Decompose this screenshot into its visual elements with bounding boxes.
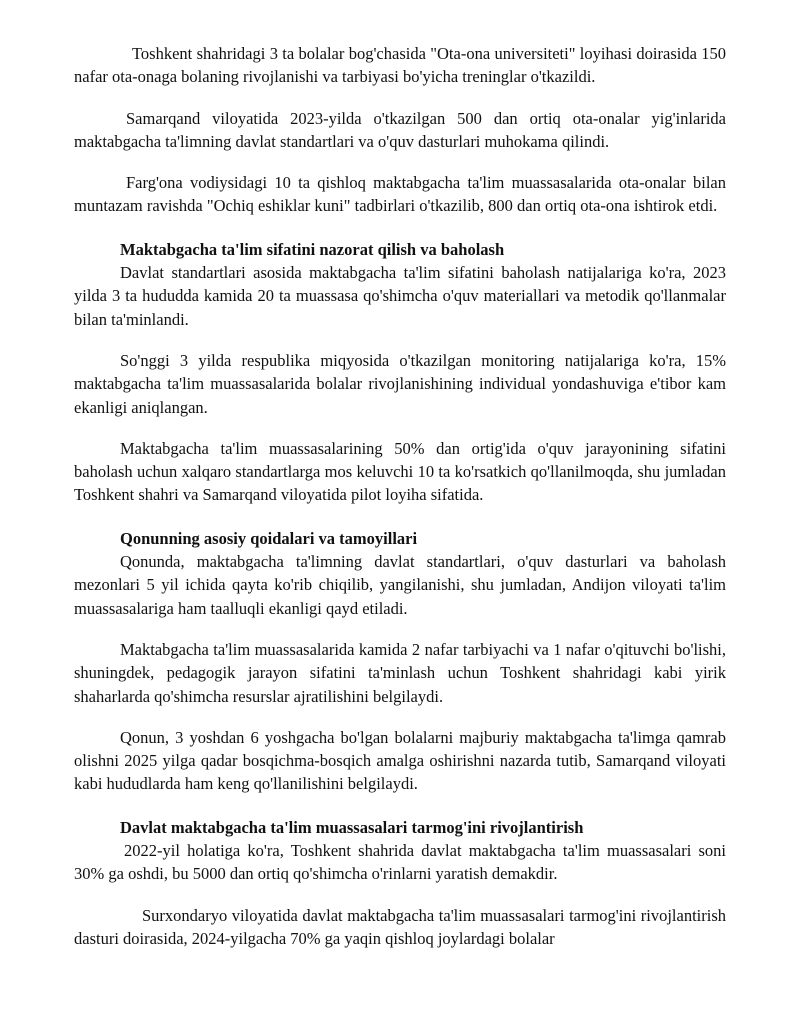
paragraph: Surxondaryo viloyatida davlat maktabgacha ta'lim muassasalari tarmog'ini rivojlantirish dasturi doirasida, 2024-yilgacha 70% ga yaqin qishloq joylardagi bolalar: [74, 905, 726, 948]
paragraph: Qonun, 3 yoshdan 6 yoshgacha bo'lgan bolalarni majburiy maktabgacha ta'limga qamrab olishni 2025 yilga qadar bosqichma-bosqich amalga oshirishni nazarda tutib, Samarqand viloyati kabi hududlarda ham keng qo'llanilishini belgilaydi.: [74, 727, 726, 794]
paragraph: Davlat standartlari asosida maktabgacha ta'lim sifatini baholash natijalariga ko'ra, 2023 yilda 3 ta hududda kamida 20 ta muassasa qo'shimcha o'quv materiallari va metodik qo'llanmalar bilan ta'minlandi.: [74, 263, 726, 329]
paragraph: So'nggi 3 yilda respublika miqyosida o'tkazilgan monitoring natijalariga ko'ra, 15% maktabgacha ta'lim muassasalarida bolalar rivojlanishining individual yondashuviga e'tibor kam ekanligi aniqlangan.: [74, 350, 726, 417]
paragraph: Samarqand viloyatida 2023-yilda o'tkazilgan 500 dan ortiq ota-onalar yig'inlarida maktabgacha ta'limning davlat standartlari va o'quv dasturlari muhokama qilindi.: [74, 108, 726, 151]
section-heading: Davlat maktabgacha ta'lim muassasalari tarmog'ini rivojlantirish: [120, 817, 584, 837]
paragraph: Maktabgacha ta'lim muassasalarida kamida 2 nafar tarbiyachi va 1 nafar o'qituvchi bo'lishi, shuningdek, pedagogik jarayon sifatini ta'minlash uchun Toshkent shahridagi kabi yirik shaharlarda qo'shimcha resurslar ajratilishini belgilaydi.: [74, 639, 726, 706]
paragraph: Toshkent shahridagi 3 ta bolalar bog'chasida "Ota-ona universiteti" loyihasi doirasida 150 nafar ota-onaga bolaning rivojlanishi va tarbiyasi bo'yicha treninglar o'tkazildi.: [74, 44, 726, 87]
paragraph: Farg'ona vodiysidagi 10 ta qishloq maktabgacha ta'lim muassasalarida ota-onalar bilan muntazam ravishda "Ochiq eshiklar kuni" tadbirlari o'tkazilib, 800 dan ortiq ota-ona ishtirok etdi.: [74, 173, 726, 216]
paragraph: Qonunda, maktabgacha ta'limning davlat standartlari, o'quv dasturlari va baholash mezonlari 5 yil ichida qayta ko'rib chiqilib, yangilanishi, shu jumladan, Andijon viloyati ta'lim muassasalariga ham taalluqli ekanligi qayd etiladi.: [74, 552, 726, 618]
paragraph: 2022-yil holatiga ko'ra, Toshkent shahrida davlat maktabgacha ta'lim muassasalari soni 30% ga oshdi, bu 5000 dan ortiq qo'shimcha o'rinlarni yaratish demakdir.: [74, 841, 726, 884]
section-heading: Maktabgacha ta'lim sifatini nazorat qilish va baholash: [120, 239, 505, 259]
document-page: [74, 42, 726, 968]
paragraph: Maktabgacha ta'lim muassasalarining 50% dan ortig'ida o'quv jarayonining sifatini baholash uchun xalqaro standartlarga mos keluvchi 10 ta ko'rsatkich qo'llanilmoqda, shu jumladan Toshkent shahri va Samarqand viloyatida pilot loyiha sifatida.: [74, 438, 726, 505]
section-heading: Qonunning asosiy qoidalari va tamoyillari: [120, 528, 418, 548]
